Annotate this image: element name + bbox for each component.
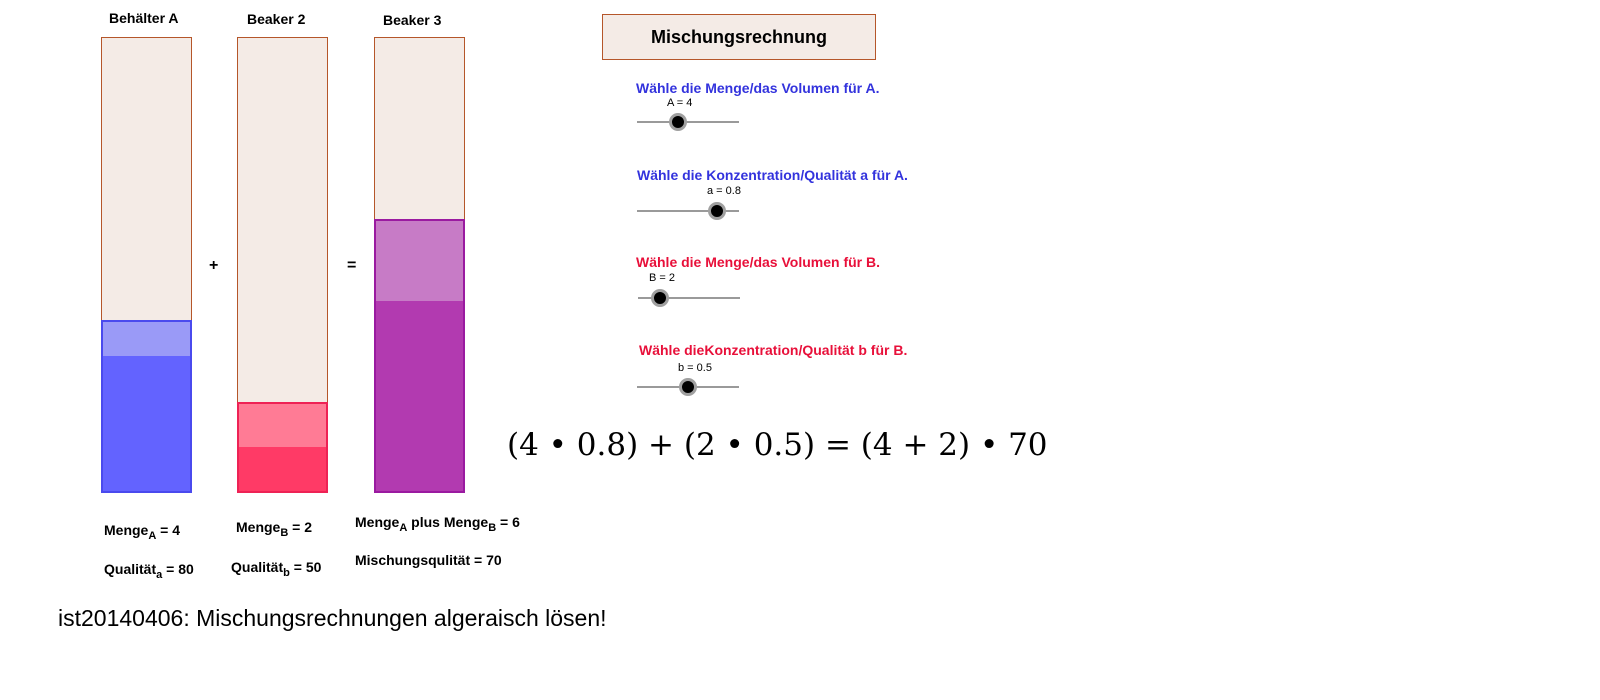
beaker-c-fill-layer	[374, 301, 465, 493]
beaker-c	[374, 37, 465, 493]
slider-value-label: a = 0.8	[707, 185, 741, 197]
slider-prompt: Wähle die Konzentration/Qualität a für A.	[637, 167, 908, 183]
slider-prompt: Wähle die Menge/das Volumen für A.	[636, 80, 880, 96]
mix-quality-label: Mischungsqulität = 70	[355, 552, 502, 568]
qualitaet-a-label: Qualität$_a$ = 80	[104, 561, 194, 581]
slider-value-label: B = 2	[649, 272, 675, 284]
slider-handle-a-quality[interactable]	[708, 202, 726, 220]
slider-prompt: Wähle die Menge/das Volumen für B.	[636, 254, 880, 270]
beaker-a-top-layer	[101, 320, 192, 356]
beaker-b-fill-layer	[237, 447, 328, 493]
qualitaet-b-label: Qualität$_b$ = 50	[231, 559, 322, 579]
beaker-c-title: Beaker 3	[383, 12, 442, 28]
beaker-b-title: Beaker 2	[247, 11, 306, 27]
slider-value-label: b = 0.5	[678, 362, 712, 374]
beaker-a-fill-layer	[101, 356, 192, 493]
footer-caption: ist20140406: Mischungsrechnungen algeraisch lösen!	[58, 605, 607, 631]
slider-handle-b-quality[interactable]	[679, 378, 697, 396]
slider-value-label: A = 4	[667, 97, 693, 109]
menge-sum-label: Menge$_A$ plus Menge$_B$ = 6	[355, 514, 520, 534]
beaker-a	[101, 37, 192, 493]
plus-sign: +	[209, 257, 219, 274]
slider-prompt: Wähle dieKonzentration/Qualität b für B.	[639, 342, 908, 358]
beaker-a-title: Behälter A	[109, 10, 179, 26]
menge-a-label: Menge$_A$ = 4	[104, 522, 181, 542]
equals-sign: =	[347, 257, 357, 274]
slider-handle-b[interactable]	[651, 289, 669, 307]
formula: (4 • 0.8) + (2 • 0.5) = (4 + 2) • 70	[507, 427, 1048, 463]
beaker-b	[237, 37, 328, 493]
beaker-b-top-layer	[237, 402, 328, 447]
app-title: Mischungsrechnung	[602, 14, 876, 60]
slider-track-a[interactable]	[637, 121, 739, 123]
slider-handle-a[interactable]	[669, 113, 687, 131]
menge-b-label: Menge$_B$ = 2	[236, 519, 313, 539]
beaker-c-top-layer	[374, 219, 465, 301]
